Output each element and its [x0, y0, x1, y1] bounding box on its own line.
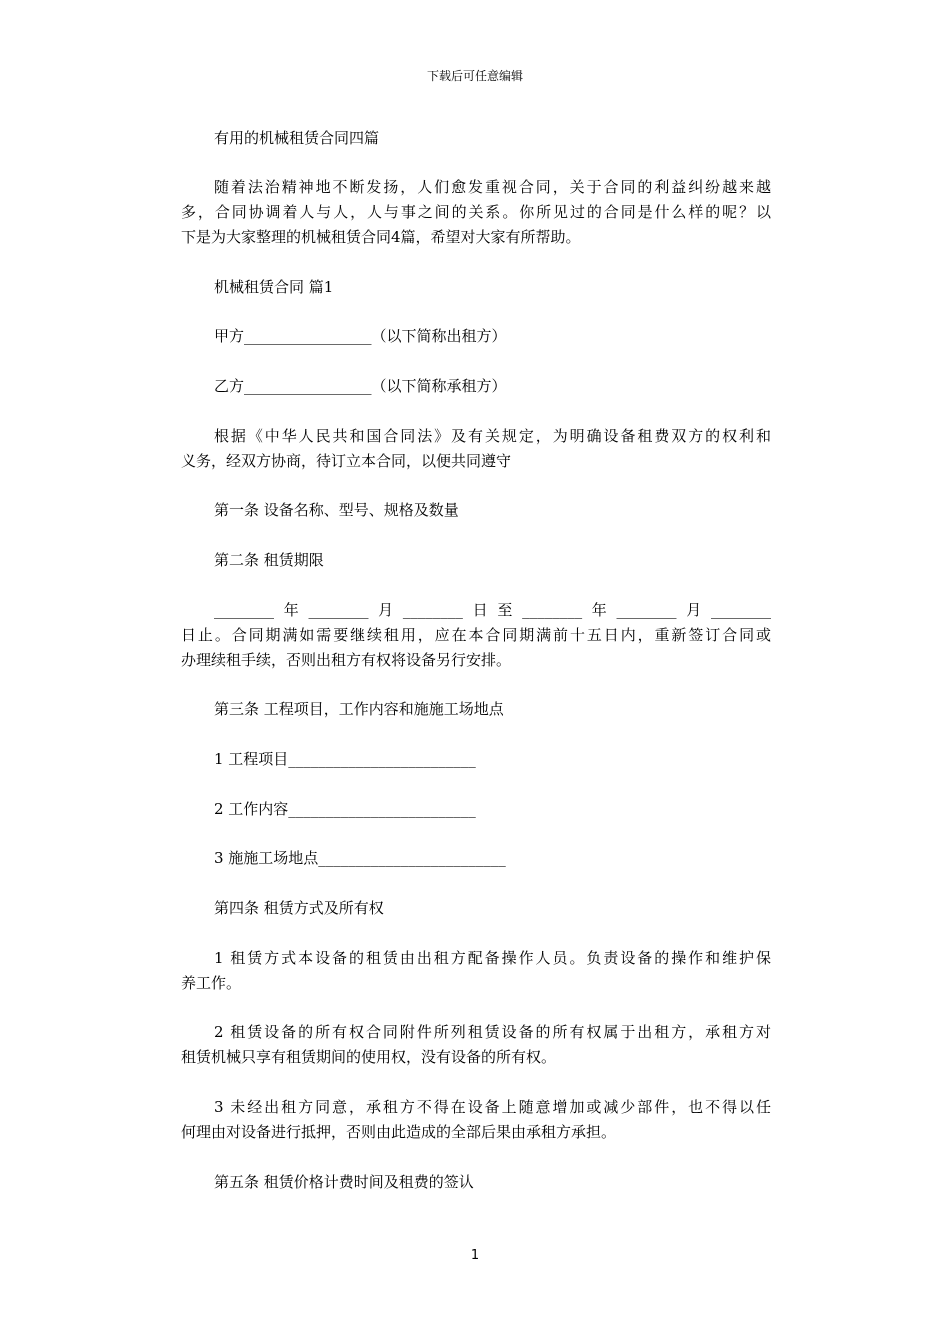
project-item-2: 2 工作内容_________________________ — [214, 800, 476, 818]
page-header: 下载后可任意编辑 — [426, 69, 523, 83]
ownership-line-2: 租赁机械只享有租赁期间的使用权，没有设备的所有权。 — [181, 1048, 557, 1066]
ownership-line-1: 2 租赁设备的所有权合同附件所列租赁设备的所有权属于出租方，承租方对 — [214, 1023, 771, 1041]
lease-term-line-2: 日止。合同期满如需要继续租用，应在本合同期满前十五日内，重新签订合同或 — [181, 626, 771, 644]
article-3-heading: 第三条 工程项目，工作内容和施施工场地点 — [214, 700, 504, 718]
article-2-heading: 第二条 租赁期限 — [214, 551, 324, 569]
lease-term-line-3: 办理续租手续，否则出租方有权将设备另行安排。 — [181, 651, 512, 669]
intro-line-1: 随着法治精神地不断发扬，人们愈发重视合同，关于合同的利益纠纷越来越 — [214, 178, 771, 196]
intro-line-3: 下是为大家整理的机械租赁合同4篇，希望对大家有所帮助。 — [181, 228, 581, 246]
party-a: 甲方_________________（以下简称出租方） — [214, 327, 507, 345]
intro-line-2: 多，合同协调着人与人，人与事之间的关系。你所见过的合同是什么样的呢？以 — [181, 203, 771, 221]
page-number: 1 — [470, 1248, 480, 1263]
lease-term-line-1: ________年________月________日至________年________月________ — [214, 601, 771, 619]
article-1-heading: 第一条 设备名称、型号、规格及数量 — [214, 501, 459, 519]
basis-line-2: 义务，经双方协商，待订立本合同，以便共同遵守 — [181, 452, 512, 470]
project-item-3: 3 施施工场地点_________________________ — [214, 849, 506, 867]
restriction-line-1: 3 未经出租方同意，承租方不得在设备上随意增加或减少部件，也不得以任 — [214, 1098, 771, 1116]
document-title: 有用的机械租赁合同四篇 — [214, 129, 380, 147]
section-title: 机械租赁合同 篇1 — [214, 278, 334, 296]
lease-method-line-2: 养工作。 — [181, 974, 242, 992]
article-4-heading: 第四条 租赁方式及所有权 — [214, 899, 384, 917]
lease-method-line-1: 1 租赁方式本设备的租赁由出租方配备操作人员。负责设备的操作和维护保 — [214, 949, 771, 967]
basis-line-1: 根据《中华人民共和国合同法》及有关规定，为明确设备租费双方的权利和 — [214, 427, 771, 445]
party-b: 乙方_________________（以下简称承租方） — [214, 377, 507, 395]
project-item-1: 1 工程项目_________________________ — [214, 750, 476, 768]
article-5-heading: 第五条 租赁价格计费时间及租费的签认 — [214, 1173, 474, 1191]
restriction-line-2: 何理由对设备进行抵押，否则由此造成的全部后果由承租方承担。 — [181, 1123, 617, 1141]
